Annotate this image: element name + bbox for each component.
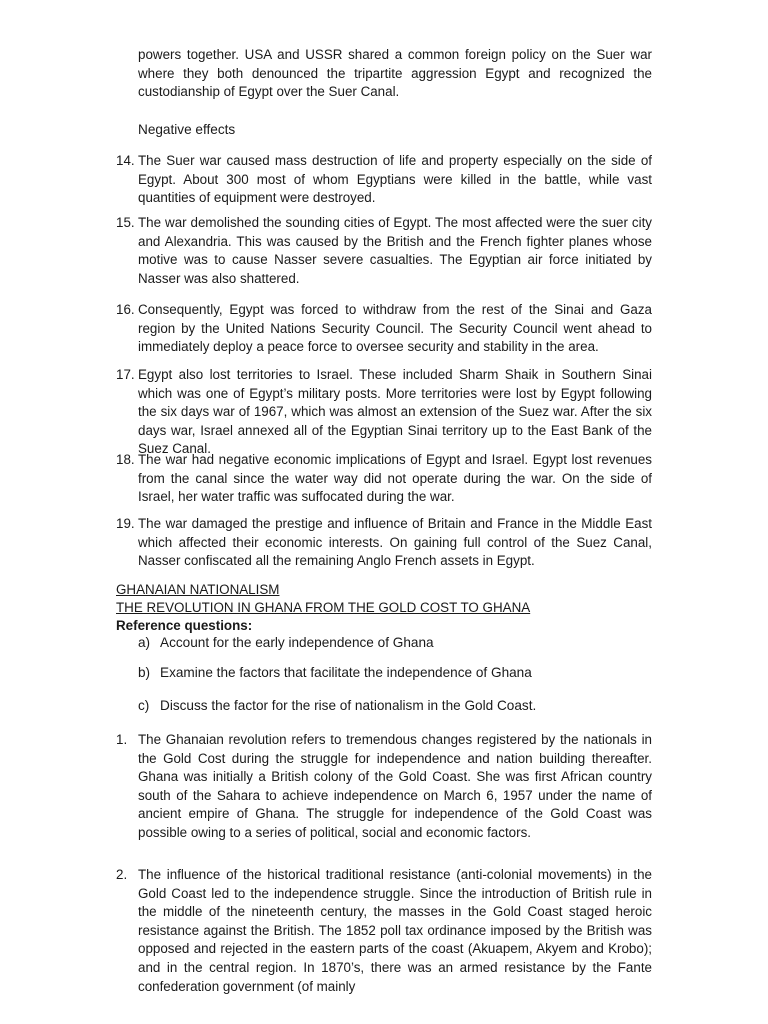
list-item	[116, 301, 652, 357]
list-item	[116, 866, 652, 996]
item-text: The Ghanaian revolution refers to tremendous changes registered by the nationals in the Gold Cost during the struggle for independence and nation building thereafter. Ghana was initially a British colony of the Gold Coast. She was first African country south of the Sahara to achieve independence on March 6, 1957 under the name of ancient empire of Ghana. The struggle for independence of the Gold Coast was possible owing to a series of political, social and economic factors.	[138, 732, 652, 840]
list-item	[116, 152, 652, 208]
question-b	[138, 664, 652, 683]
reference-label: Reference questions:	[116, 618, 253, 633]
item-number: 15.	[116, 215, 135, 230]
item-text: The war had negative economic implications of Egypt and Israel. Egypt lost revenues from the canal since the water way did not operate during the war. On the side of Israel, her water traffic was suffocated during the war.	[138, 452, 652, 505]
question-letter: a)	[138, 635, 151, 650]
item-number: 17.	[116, 367, 135, 382]
item-number: 2.	[116, 867, 128, 882]
item-text: The war damaged the prestige and influence of Britain and France in the Middle East which affected their economic interests. On gaining full control of the Suez Canal, Nasser confiscated all the remaining Anglo French assets in Egypt.	[138, 516, 652, 569]
list-item	[116, 515, 652, 571]
item-number: 14.	[116, 153, 135, 168]
item-text: Egypt also lost territories to Israel. These included Sharm Shaik in Southern Sinai which was one of Egypt’s military posts. More territories were lost by Egypt following the six days war of 1967, which was almost an extension of the Suez war. After the six days war, Israel annexed all of the Egyptian Sinai territory up to the East Bank of the Suez Canal.	[138, 367, 652, 457]
question-text: Examine the factors that facilitate the independence of Ghana	[160, 665, 532, 680]
list-item	[116, 451, 652, 507]
intro-paragraph: powers together. USA and USSR shared a common foreign policy on the Suer war where they both denounced the tripartite aggression Egypt and recognized the custodianship of Egypt over the Suer Canal.	[138, 47, 652, 100]
list-item	[116, 214, 652, 288]
question-letter: c)	[138, 698, 150, 713]
item-number: 16.	[116, 302, 135, 317]
question-c	[138, 697, 652, 716]
question-letter: b)	[138, 665, 151, 680]
negative-effects-heading: Negative effects	[138, 122, 236, 137]
question-a	[138, 634, 652, 653]
question-text: Account for the early independence of Ghana	[160, 635, 434, 650]
item-number: 18.	[116, 452, 135, 467]
item-text: The war demolished the sounding cities of Egypt. The most affected were the suer city and Alexandria. This was caused by the British and the French fighter planes whose motive was to cause Nasser severe casualties. The Egyptian air force initiated by Nasser was also shattered.	[138, 215, 652, 286]
item-text: Consequently, Egypt was forced to withdraw from the rest of the Sinai and Gaza region by the United Nations Security Council. The Security Council went ahead to immediately deploy a peace force to oversee security and stability in the area.	[138, 302, 652, 355]
question-text: Discuss the factor for the rise of nationalism in the Gold Coast.	[160, 698, 537, 713]
list-item	[116, 366, 652, 459]
section-title: GHANAIAN NATIONALISM	[116, 582, 280, 597]
section-subtitle: THE REVOLUTION IN GHANA FROM THE GOLD COST TO GHANA	[116, 600, 531, 615]
item-text: The influence of the historical traditional resistance (anti-colonial movements) in the Gold Coast led to the independence struggle. Since the introduction of British rule in the middle of the nineteenth century, the masses in the Gold Coast staged heroic resistance against the British. The 1852 poll tax ordinance imposed by the British was opposed and rejected in the eastern parts of the coast (Akuapem, Akyem and Krobo); and in the central region. In 1870’s, there was an armed resistance by the Fante confederation government (of mainly	[138, 867, 652, 994]
item-text: The Suer war caused mass destruction of life and property especially on the side of Egypt. About 300 most of whom Egyptians were killed in the battle, while vast quantities of equipment were destroyed.	[138, 153, 652, 206]
item-number: 1.	[116, 732, 128, 747]
item-number: 19.	[116, 516, 135, 531]
list-item	[116, 731, 652, 843]
